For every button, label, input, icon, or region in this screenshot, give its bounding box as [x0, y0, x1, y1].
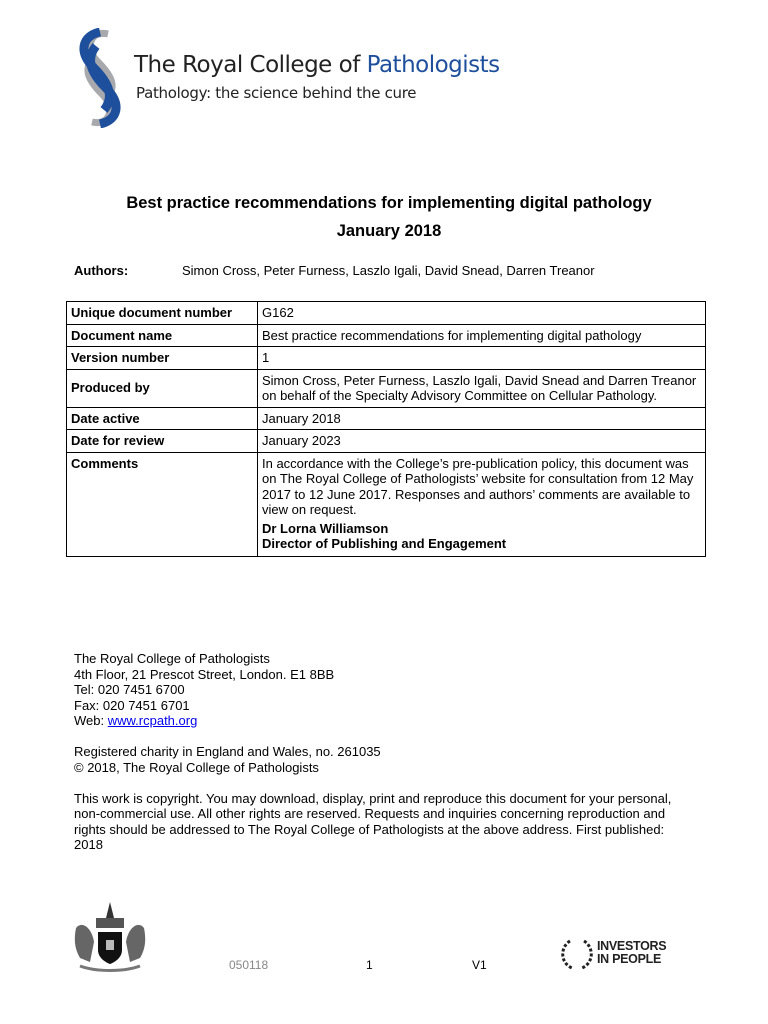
row-key: Document name — [67, 324, 258, 347]
investors-in-people-logo — [597, 940, 666, 966]
comments-text: In accordance with the College’s pre-publication policy, this document was on The Royal College of Pathologists’ website for consultation from 12 May 2017 to 12 June 2017. Responses and authors’ comments are available to view on request. — [262, 455, 694, 517]
document-details-table — [66, 301, 706, 557]
authors-label: Authors: — [74, 263, 129, 278]
table-row — [67, 302, 706, 325]
row-value — [258, 452, 706, 556]
footer-doc-code: 050118 — [229, 958, 269, 972]
signatory-name: Dr Lorna Williamson — [262, 520, 389, 536]
address-org: The Royal College of Pathologists — [74, 651, 270, 666]
table-row — [67, 324, 706, 347]
document-date: January 2018 — [336, 222, 442, 240]
row-value: 1 — [258, 347, 706, 370]
contact-block — [74, 651, 694, 868]
charity-text: Registered charity in England and Wales, no. 261035 — [74, 744, 381, 759]
footer-version: V1 — [472, 958, 487, 972]
footer-page-number: 1 — [366, 958, 373, 972]
investors-line2: IN PEOPLE — [597, 952, 661, 966]
address-web-label: Web: — [74, 713, 108, 728]
document-title: Best practice recommendations for implementing digital pathology — [126, 194, 652, 212]
investors-line1: INVESTORS — [597, 939, 667, 953]
address-street: 4th Floor, 21 Prescot Street, London. E1 8BB — [74, 666, 335, 682]
row-key: Date active — [67, 407, 258, 430]
copyright-text: © 2018, The Royal College of Pathologists — [74, 759, 319, 775]
row-key: Unique document number — [67, 302, 258, 325]
rcpath-logo — [66, 26, 446, 130]
website-link[interactable]: www.rcpath.org — [107, 713, 198, 728]
table-row — [67, 369, 706, 407]
address-tel: Tel: 020 7451 6700 — [74, 682, 185, 697]
row-key: Comments — [67, 452, 258, 556]
coat-of-arms-icon — [72, 898, 148, 972]
address-fax: Fax: 020 7451 6701 — [74, 697, 190, 713]
row-key: Produced by — [67, 369, 258, 407]
section-sign-logo-icon — [70, 28, 130, 128]
row-value: January 2018 — [258, 407, 706, 430]
table-row — [67, 347, 706, 370]
authors-value: Simon Cross, Peter Furness, Laszlo Igali, David Snead, Darren Treanor — [182, 263, 595, 278]
row-value: Best practice recommendations for implementing digital pathology — [258, 324, 706, 347]
row-value: January 2023 — [258, 430, 706, 453]
logo-org-name — [134, 52, 500, 78]
table-row — [67, 407, 706, 430]
logo-org-name-part1: The Royal College of — [134, 52, 367, 78]
row-key: Version number — [67, 347, 258, 370]
row-value: G162 — [258, 302, 706, 325]
copyright-notice: This work is copyright. You may download, display, print and reproduce this document for your personal, non-commercial use. All other rights are reserved. Requests and inquiries concerning reproduction and rights should be addressed to The Royal College of Pathologists at the above address. First published: 2018 — [74, 790, 672, 852]
logo-tagline: Pathology: the science behind the cure — [136, 84, 417, 102]
table-row — [67, 452, 706, 556]
laurel-wreath-icon — [558, 937, 596, 971]
table-row — [67, 430, 706, 453]
logo-org-name-part2: Pathologists — [366, 52, 500, 78]
signatory-role: Director of Publishing and Engagement — [262, 536, 507, 551]
row-key: Date for review — [67, 430, 258, 453]
row-value: Simon Cross, Peter Furness, Laszlo Igali, David Snead and Darren Treanor on behalf of the Specialty Advisory Committee on Cellular Pathology. — [258, 369, 706, 407]
